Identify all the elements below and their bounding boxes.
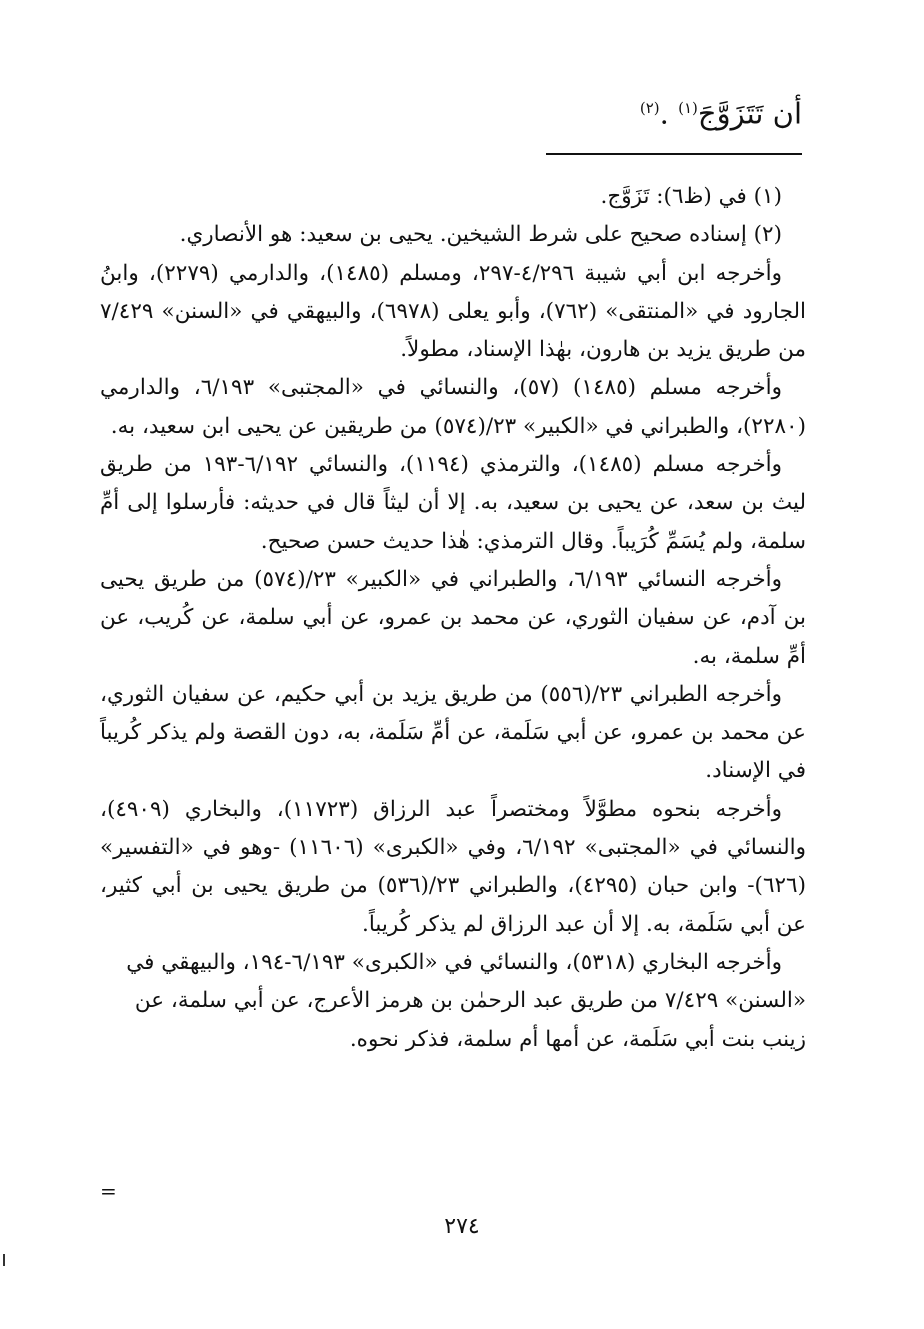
footnote-2-paragraph-takhrij-1: وأخرجه ابن أبي شيبة ٤/٢٩٦-٢٩٧، ومسلم (١٤٨٥)، والدارمي (٢٢٧٩)، وابنُ الجارود في «المنتقى» (٧٦٢)، وأبو يعلى (٦٩٧٨)، والبيهقي في «السنن» ٧/٤٢٩ من طريق يزيد بن هارون، بهٰذا الإسناد، مطولاً. (100, 260, 807, 363)
continuation-mark: = (100, 1179, 117, 1203)
footnote-ref-2: (٢) (639, 99, 660, 117)
footnote-1: (١) في (ظ٦): تَزَوَّج. (600, 184, 782, 209)
footnote-2-paragraph-takhrij-7: وأخرجه البخاري (٥٣١٨)، والنسائي في «الكبرى» ٦/١٩٣-١٩٤، والبيهقي في «السنن» ٧/٤٢٩ من طريق عبد الرحمٰن بن هرمز الأعرج، عن أبي سلمة، عن زينب بنت أبي سَلَمة، عن أمها أم سلمة، فذكر نحوه. (126, 949, 806, 1052)
main-text-period: . (659, 96, 669, 131)
footnote-2: (٢) إسناده صحيح على شرط الشيخين. يحيى بن سعيد: هو الأنصاري. (179, 222, 782, 248)
footnotes-section (100, 178, 806, 1059)
footnote-separator (546, 153, 802, 155)
main-text-line (640, 88, 802, 134)
footnote-2-paragraph-takhrij-2: وأخرجه مسلم (١٤٨٥) (٥٧)، والنسائي في «المجتبى» ٦/١٩٣، والدارمي (٢٢٨٠)، والطبراني في «الكبير» ٢٣/(٥٧٤) من طريقين عن يحيى ابن سعيد، به. (100, 375, 806, 439)
scan-edge-mark (3, 1254, 5, 1266)
footnote-2-paragraph-takhrij-3: وأخرجه مسلم (١٤٨٥)، والترمذي (١١٩٤)، والنسائي ٦/١٩٢-١٩٣ من طريق ليث بن سعد، عن يحيى بن سعيد، به. إلا أن ليثاً قال في حديثه: فأرسلوا إلى أمِّ سلمة، ولم يُسَمِّ كُرَيباً. وقال الترمذي: هٰذا حديث حسن صحيح. (100, 452, 806, 554)
footnote-2-paragraph-takhrij-6: وأخرجه بنحوه مطوَّلاً ومختصراً عبد الرزاق (١١٧٢٣)، والبخاري (٤٩٠٩)، والنسائي في «المجتبى» ٦/١٩٢، وفي «الكبرى» (١١٦٠٦) -وهو في «التفسير» (٦٢٦)- وابن حبان (٤٢٩٥)، والطبراني ٢٣/(٥٣٦) من طريق يحيى بن أبي كثير، عن أبي سَلَمة، به. إلا أن عبد الرزاق لم يذكر كُريباً. (100, 796, 806, 937)
footnote-2-paragraph-takhrij-5: وأخرجه الطبراني ٢٣/(٥٥٦) من طريق يزيد بن أبي حكيم، عن سفيان الثوري، عن محمد بن عمرو، عن أبي سَلَمة، عن أمِّ سَلَمة، به، دون القصة ولم يذكر كُريباً في الإسناد. (100, 681, 806, 784)
main-text-words: أن تَتَزَوَّجَ (697, 96, 802, 131)
footnote-ref-1: (١) (678, 99, 698, 117)
footnote-2-paragraph-takhrij-4: وأخرجه النسائي ٦/١٩٣، والطبراني في «الكبير» ٢٣/(٥٧٤) من طريق يحيى بن آدم، عن سفيان الثوري، عن محمد بن عمرو، عن أبي سلمة، عن كُريب، عن أمِّ سلمة، به. (100, 566, 806, 669)
page-number: ٢٧٤ (444, 1214, 480, 1239)
